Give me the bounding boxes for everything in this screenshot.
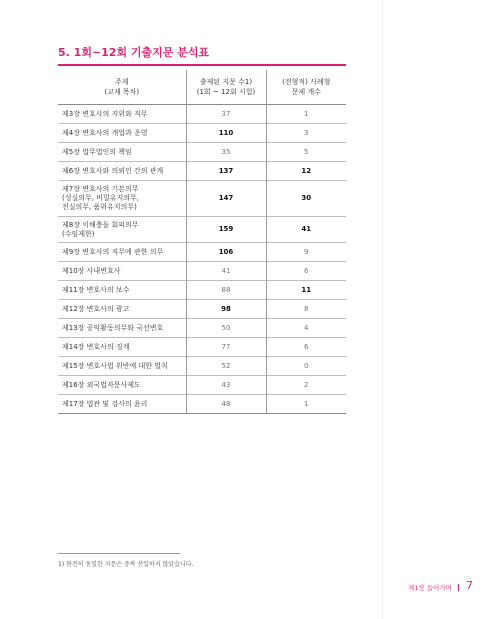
topic-text: 제3장 변호사의 지위와 직무 [62,109,148,118]
topic-text: 제9장 변호사의 직무에 관한 의무 [62,247,164,256]
topic-cell [58,281,186,300]
count-cell: 52 [186,357,266,376]
case-cell: 12 [266,162,346,181]
footer-chapter: 제1장 들어가며 [408,584,452,592]
count-cell: 147 [186,181,266,217]
case-cell: 41 [266,217,346,243]
case-cell: 6 [266,262,346,281]
footnote-divider [58,553,180,554]
count-cell: 88 [186,281,266,300]
topic-text: 제14장 변호사의 징계 [62,342,130,351]
topic-text: 제10장 사내변호사 [62,266,121,275]
count-cell: 48 [186,395,266,414]
count-cell: 159 [186,217,266,243]
case-cell: 4 [266,319,346,338]
topic-cell [58,217,186,243]
case-cell: 8 [266,300,346,319]
header-case-subline: 문제 개수 [291,88,321,96]
footer-separator [458,584,459,591]
topic-cell [58,243,186,262]
table-row [58,143,346,162]
topic-cell [58,124,186,143]
case-cell: 1 [266,395,346,414]
topic-cell [58,319,186,338]
section-title: 5. 1회~12회 기출지문 분석표 [58,46,210,59]
case-cell: 0 [266,357,346,376]
table-row [58,243,346,262]
table-row [58,376,346,395]
count-cell: 50 [186,319,266,338]
topic-cell [58,162,186,181]
header-topic-subline: (교재 목차) [104,88,140,96]
title-underline [58,64,346,66]
header-count-subline: (1회 ~ 12회 시험) [196,88,256,96]
topic-text: 제6장 변호사와 의뢰인 간의 관계 [62,166,164,175]
topic-cell [58,357,186,376]
case-cell: 1 [266,105,346,124]
header-topic [58,70,186,105]
analysis-table [58,70,346,414]
case-cell: 6 [266,338,346,357]
table-row [58,395,346,414]
topic-text: 제16장 외국법자문사제도 [62,380,141,389]
topic-cell [58,262,186,281]
table-row [58,357,346,376]
table-header-row [58,70,346,105]
table-row [58,319,346,338]
topic-cell [58,300,186,319]
topic-cell [58,395,186,414]
topic-text: (성실의무, 비밀유지의무, [62,194,140,202]
topic-text: (수임제한) [62,229,95,238]
table-row [58,105,346,124]
count-cell: 106 [186,243,266,262]
topic-text: 제4장 변호사의 개업과 운영 [62,128,148,137]
topic-cell [58,338,186,357]
topic-text: 제12장 변호사의 광고 [62,304,130,313]
margin-guide-line [382,0,383,619]
table-row [58,338,346,357]
header-case [266,70,346,105]
topic-text: 제8장 이해충돌 회피의무 [62,220,139,229]
header-count [186,70,266,105]
case-cell: 9 [266,243,346,262]
topic-cell [58,143,186,162]
topic-cell [58,376,186,395]
topic-text: 제7장 변호사의 기본의무 [62,185,139,193]
topic-text: 제15장 변호사법 위반에 대한 벌칙 [62,361,168,370]
topic-text: 진실의무, 품위유지의무) [62,203,137,211]
topic-text: 제11장 변호사의 보수 [62,285,130,294]
topic-cell [58,181,186,217]
table-row [58,162,346,181]
table-row [58,281,346,300]
count-cell: 110 [186,124,266,143]
count-cell: 77 [186,338,266,357]
case-cell: 11 [266,281,346,300]
header-count-line: 출제된 지문 수1) [199,78,253,86]
case-cell: 3 [266,124,346,143]
topic-text: 제5장 법무법인의 책임 [62,147,132,156]
case-cell: 5 [266,143,346,162]
case-cell: 2 [266,376,346,395]
count-cell: 137 [186,162,266,181]
count-cell: 98 [186,300,266,319]
table-row [58,217,346,243]
table-row [58,181,346,217]
topic-text: 제17장 법관 및 검사의 윤리 [62,399,148,408]
topic-cell [58,105,186,124]
count-cell: 43 [186,376,266,395]
case-cell: 30 [266,181,346,217]
count-cell: 41 [186,262,266,281]
page-number: 7 [466,579,473,592]
count-cell: 37 [186,105,266,124]
table-row [58,262,346,281]
header-case-line: (전형적) 사례형 [282,78,331,86]
header-topic-line: 주제 [114,78,129,86]
count-cell: 35 [186,143,266,162]
page-footer [408,583,465,592]
table-row [58,124,346,143]
footnote: 1) 완전히 동일한 지문은 중복 산입하지 않았습니다. [58,561,194,568]
table-row [58,300,346,319]
topic-text: 제13장 공익활동의무와 국선변호 [62,323,164,332]
table-body [58,105,346,414]
